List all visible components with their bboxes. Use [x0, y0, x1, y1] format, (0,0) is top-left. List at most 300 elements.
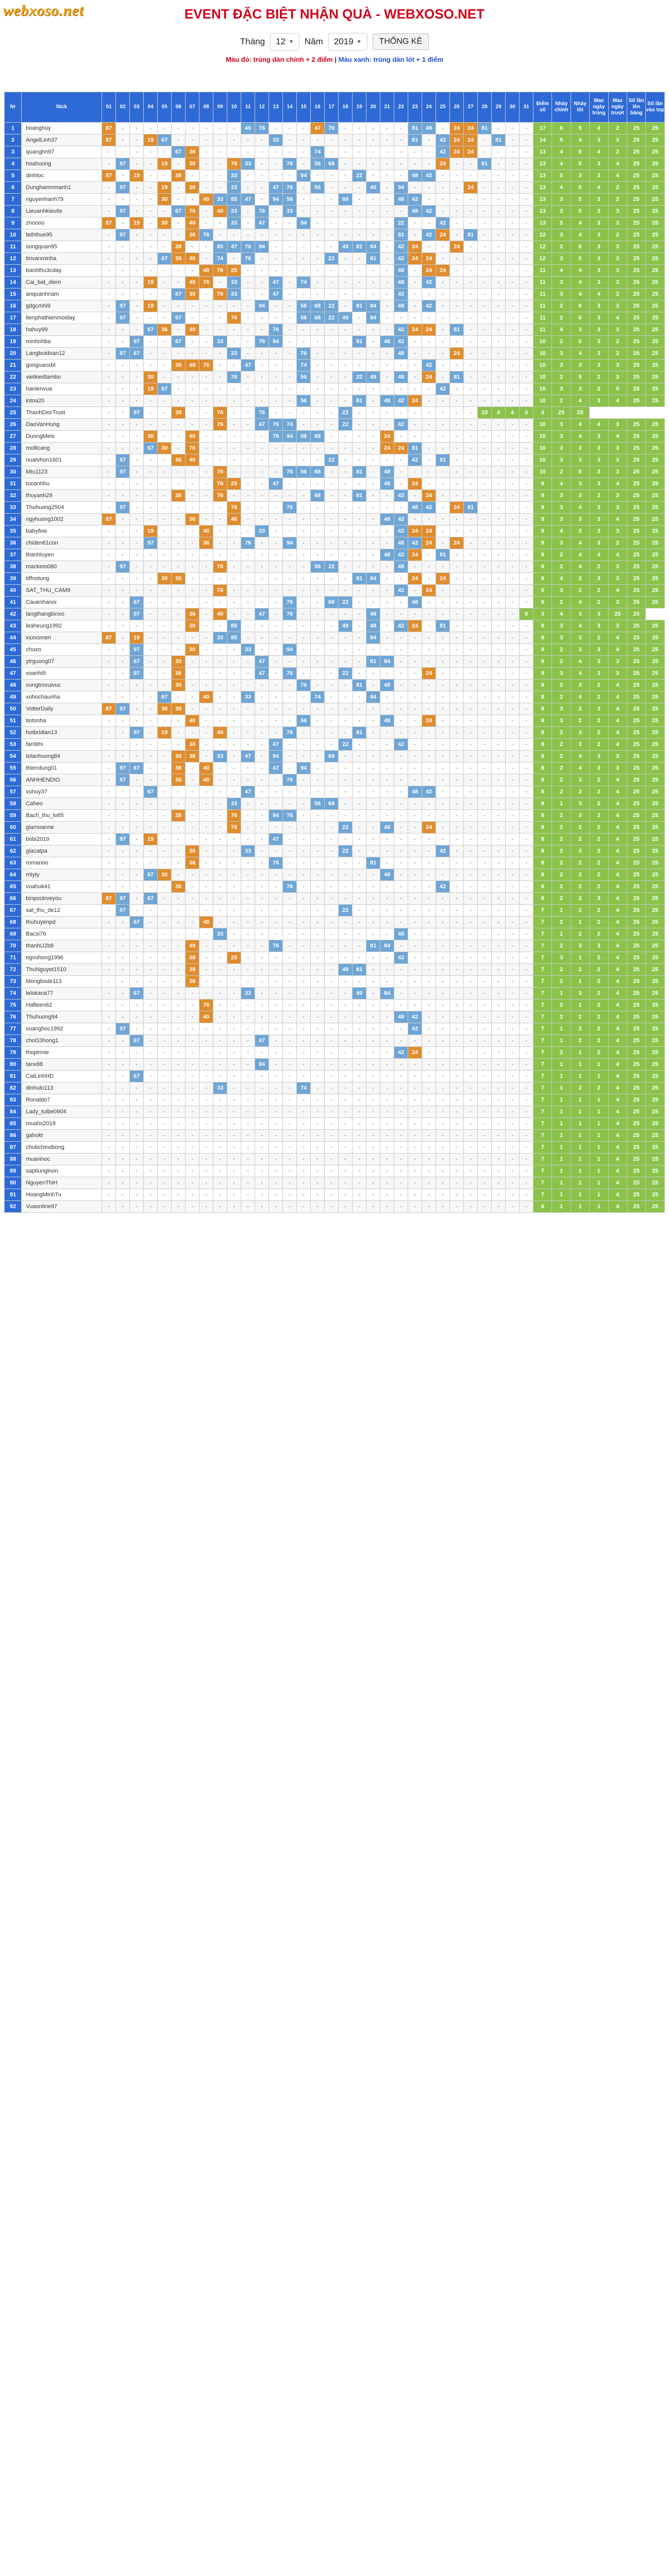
- day-cell: -: [506, 561, 520, 573]
- hit-cell: 67: [130, 1035, 144, 1047]
- nick-link[interactable]: banhthu3cday: [22, 265, 102, 277]
- nick-link[interactable]: hoahuong: [22, 158, 102, 170]
- day-cell: -: [241, 917, 255, 928]
- stat-cell: 8: [533, 810, 552, 822]
- nick-link[interactable]: thuyanh29: [22, 490, 102, 502]
- nick-link[interactable]: NguyenThiH: [22, 1177, 102, 1189]
- hit-cell: 40: [241, 123, 255, 134]
- stat-cell: 25: [646, 1011, 665, 1023]
- nick-link[interactable]: binpoutrveyou: [22, 893, 102, 905]
- day-cell: -: [520, 715, 533, 727]
- hit-cell: 76: [241, 537, 255, 549]
- day-cell: -: [283, 561, 297, 573]
- nick-link[interactable]: vuhuy37: [22, 786, 102, 798]
- day-cell: -: [366, 585, 380, 597]
- day-cell: -: [255, 1118, 269, 1130]
- day-cell: -: [339, 1059, 353, 1071]
- day-cell: -: [227, 443, 241, 454]
- site-logo[interactable]: webxoso.net: [3, 2, 84, 19]
- day-cell: -: [436, 312, 450, 324]
- nick-link[interactable]: Cauenhanoi: [22, 597, 102, 608]
- day-cell: -: [227, 751, 241, 762]
- day-cell: -: [283, 632, 297, 644]
- nick-link[interactable]: vuahuk41: [22, 881, 102, 893]
- day-cell: -: [102, 869, 116, 881]
- hit-cell: 56: [311, 158, 325, 170]
- day-cell: -: [311, 549, 325, 561]
- day-cell: -: [506, 727, 520, 739]
- nick-link[interactable]: gonguanxbt: [22, 360, 102, 371]
- day-cell: -: [172, 1177, 186, 1189]
- hit-cell: 33: [213, 751, 227, 762]
- day-cell: -: [492, 881, 506, 893]
- nick-link[interactable]: lelokana77: [22, 988, 102, 999]
- day-cell: -: [269, 1106, 283, 1118]
- day-cell: -: [353, 1106, 366, 1118]
- stat-cell: 4: [571, 395, 589, 407]
- nick-link[interactable]: macketo060: [22, 561, 102, 573]
- nick-link[interactable]: Hafteen62: [22, 999, 102, 1011]
- day-cell: -: [492, 703, 506, 715]
- day-cell: -: [325, 360, 339, 371]
- nick-link[interactable]: gdgcmhi9: [22, 300, 102, 312]
- hit-cell: 40: [186, 277, 199, 289]
- stat-cell: 2: [590, 1082, 608, 1094]
- nick-link[interactable]: xoanhi9: [22, 668, 102, 680]
- row-number: 69: [5, 928, 22, 940]
- table-row: [5, 774, 665, 786]
- hit-cell: 97: [144, 537, 158, 549]
- stat-cell: 8: [533, 703, 552, 715]
- nick-link[interactable]: saptiunglnon: [22, 1165, 102, 1177]
- nick-link[interactable]: thanhU2b8: [22, 940, 102, 952]
- day-cell: -: [199, 727, 213, 739]
- day-cell: -: [422, 478, 436, 490]
- stat-cell: 4: [608, 917, 627, 928]
- stat-cell: 5: [571, 123, 589, 134]
- day-cell: -: [255, 134, 269, 146]
- nick-link[interactable]: Dunghamnmanh1: [22, 182, 102, 194]
- nick-link[interactable]: hotbridian13: [22, 727, 102, 739]
- nick-link[interactable]: xohochaunha: [22, 691, 102, 703]
- day-cell: -: [464, 194, 478, 206]
- day-cell: -: [325, 881, 339, 893]
- nick-link[interactable]: Vuaonline97: [22, 1201, 102, 1213]
- stat-cell: 2: [571, 573, 589, 585]
- day-cell: -: [172, 834, 186, 845]
- day-cell: -: [186, 691, 199, 703]
- nick-link[interactable]: thanhtuyen: [22, 549, 102, 561]
- day-cell: -: [241, 739, 255, 751]
- nick-link[interactable]: Bacsi76: [22, 928, 102, 940]
- nick-link[interactable]: chiden61con: [22, 537, 102, 549]
- nick-link[interactable]: nguyenhanh79: [22, 194, 102, 206]
- nick-link[interactable]: giacatpa: [22, 845, 102, 857]
- day-cell: -: [116, 514, 130, 526]
- nick-link[interactable]: tienphathienmoiday: [22, 312, 102, 324]
- day-cell: -: [366, 1201, 380, 1213]
- day-cell: -: [311, 822, 325, 834]
- nick-link[interactable]: chubchinobong: [22, 1142, 102, 1154]
- table-row: [5, 881, 665, 893]
- day-cell: -: [283, 798, 297, 810]
- year-label: Năm: [304, 37, 323, 46]
- day-cell: -: [339, 680, 353, 691]
- stat-cell: 3: [552, 454, 571, 466]
- nick-link[interactable]: chol10hong1: [22, 1035, 102, 1047]
- day-cell: -: [464, 478, 478, 490]
- header-day: 30: [506, 92, 520, 123]
- nick-link[interactable]: tiffnotung: [22, 573, 102, 585]
- day-cell: -: [116, 999, 130, 1011]
- day-cell: -: [311, 348, 325, 360]
- nick-link[interactable]: dinhloc: [22, 170, 102, 182]
- nick-link[interactable]: mollicang: [22, 443, 102, 454]
- hit-cell: 76: [269, 857, 283, 869]
- nick-link[interactable]: hahuy99: [22, 324, 102, 336]
- hit-cell: 42: [394, 241, 408, 253]
- day-cell: -: [353, 514, 366, 526]
- day-cell: -: [520, 727, 533, 739]
- stat-cell: 25: [646, 739, 665, 751]
- stat-cell: 4: [608, 964, 627, 976]
- hit-cell: 48: [408, 206, 422, 217]
- nick-link[interactable]: znoooo: [22, 217, 102, 229]
- hit-cell: 42: [422, 300, 436, 312]
- nick-link[interactable]: ANHHENDIO: [22, 774, 102, 786]
- nick-link[interactable]: nuatvhon1601: [22, 454, 102, 466]
- stat-cell: 3: [552, 360, 571, 371]
- day-cell: -: [255, 1130, 269, 1142]
- nick-link[interactable]: tiotonha: [22, 715, 102, 727]
- nick-link[interactable]: mtyty: [22, 869, 102, 881]
- day-cell: -: [144, 1071, 158, 1082]
- hit-cell: 42: [422, 786, 436, 798]
- nick-link[interactable]: thiendung01: [22, 762, 102, 774]
- day-cell: -: [353, 739, 366, 751]
- day-cell: -: [408, 265, 422, 277]
- stat-cell: 4: [608, 158, 627, 170]
- stat-cell: 25: [627, 893, 645, 905]
- day-cell: -: [325, 585, 339, 597]
- day-cell: -: [492, 739, 506, 751]
- row-number: 71: [5, 952, 22, 964]
- day-cell: -: [158, 526, 172, 537]
- day-cell: -: [506, 751, 520, 762]
- stat-cell: 3: [552, 277, 571, 289]
- nick-link[interactable]: quanghn97: [22, 146, 102, 158]
- day-cell: -: [227, 703, 241, 715]
- day-cell: -: [353, 407, 366, 419]
- nick-link[interactable]: xxxxsmen: [22, 632, 102, 644]
- day-cell: -: [102, 371, 116, 383]
- day-cell: -: [506, 300, 520, 312]
- day-cell: -: [478, 383, 492, 395]
- nick-link[interactable]: ThuNguyet1510: [22, 964, 102, 976]
- day-cell: -: [492, 786, 506, 798]
- day-cell: -: [283, 857, 297, 869]
- day-cell: -: [269, 217, 283, 229]
- stat-cell: 25: [627, 703, 645, 715]
- hit-cell: 47: [269, 739, 283, 751]
- nick-link[interactable]: vungtrovuivuc: [22, 680, 102, 691]
- day-cell: -: [464, 324, 478, 336]
- nick-link[interactable]: AngelLinh37: [22, 134, 102, 146]
- nick-link[interactable]: Lieuanhkieu9x: [22, 206, 102, 217]
- table-row: [5, 597, 665, 608]
- day-cell: -: [506, 1011, 520, 1023]
- nick-link[interactable]: Thuhuong94: [22, 1011, 102, 1023]
- stat-cell: 25: [646, 502, 665, 514]
- nick-link[interactable]: leaheung1992: [22, 620, 102, 632]
- day-cell: -: [339, 691, 353, 703]
- nick-link[interactable]: fan9thi: [22, 739, 102, 751]
- nick-link[interactable]: lotoa20: [22, 395, 102, 407]
- stat-cell: 25: [646, 680, 665, 691]
- month-select[interactable]: [270, 33, 299, 50]
- nick-link[interactable]: ngyhuong1002: [22, 514, 102, 526]
- day-cell: -: [199, 834, 213, 845]
- day-cell: -: [186, 170, 199, 182]
- nick-link[interactable]: langthangbinxo: [22, 608, 102, 620]
- nick-link[interactable]: thopinnie: [22, 1047, 102, 1059]
- hit-cell: 81: [366, 857, 380, 869]
- stat-cell: 1: [552, 1023, 571, 1035]
- nick-link[interactable]: ytrguong07: [22, 656, 102, 668]
- nick-link[interactable]: bobi2019: [22, 834, 102, 845]
- hit-cell: 94: [283, 644, 297, 656]
- day-cell: -: [311, 668, 325, 680]
- hit-cell: 67: [130, 656, 144, 668]
- day-cell: -: [478, 265, 492, 277]
- nick-link[interactable]: babyfow: [22, 526, 102, 537]
- day-cell: -: [283, 289, 297, 300]
- day-cell: -: [380, 253, 394, 265]
- day-cell: -: [269, 573, 283, 585]
- stat-cell: 25: [627, 1047, 645, 1059]
- day-cell: -: [172, 383, 186, 395]
- day-cell: -: [269, 1177, 283, 1189]
- day-cell: -: [199, 869, 213, 881]
- day-cell: -: [394, 940, 408, 952]
- day-cell: -: [144, 1035, 158, 1047]
- table-row: [5, 123, 665, 134]
- day-cell: -: [339, 371, 353, 383]
- hit-cell: 47: [255, 656, 269, 668]
- day-cell: -: [492, 1094, 506, 1106]
- day-cell: -: [408, 289, 422, 300]
- nick-link[interactable]: ThanhDiorTrust: [22, 407, 102, 419]
- stat-cell: 8: [533, 798, 552, 810]
- nick-link[interactable]: Mtu1123: [22, 466, 102, 478]
- day-cell: -: [172, 893, 186, 905]
- stat-cell: 11: [533, 324, 552, 336]
- stat-cell: 3: [590, 656, 608, 668]
- day-cell: -: [269, 158, 283, 170]
- stat-cell: 25: [646, 656, 665, 668]
- nick-link[interactable]: Lady_tulbe0904: [22, 1106, 102, 1118]
- day-cell: -: [436, 857, 450, 869]
- day-cell: -: [130, 431, 144, 443]
- day-cell: -: [506, 668, 520, 680]
- nick-link[interactable]: giamoanne: [22, 822, 102, 834]
- nick-link[interactable]: hanienvua: [22, 383, 102, 395]
- nick-link[interactable]: gahokt: [22, 1130, 102, 1142]
- nick-link[interactable]: DaoVanHung: [22, 419, 102, 431]
- hit-cell: 48: [380, 869, 394, 881]
- day-cell: -: [506, 514, 520, 526]
- nick-link[interactable]: muahs2019: [22, 1118, 102, 1130]
- nick-link[interactable]: hoanghuy: [22, 123, 102, 134]
- stat-cell: 3: [590, 348, 608, 360]
- nick-link[interactable]: vietkiedtambo: [22, 371, 102, 383]
- nick-link[interactable]: Caheo: [22, 798, 102, 810]
- day-cell: -: [144, 952, 158, 964]
- nick-link[interactable]: anquanhnam: [22, 289, 102, 300]
- stat-cell: 3: [571, 454, 589, 466]
- row-number: 77: [5, 1023, 22, 1035]
- nick-link[interactable]: thuhuyenpd: [22, 917, 102, 928]
- day-cell: -: [380, 1189, 394, 1201]
- day-cell: -: [492, 229, 506, 241]
- nick-link[interactable]: CatLinhHD: [22, 1071, 102, 1082]
- day-cell: -: [478, 585, 492, 597]
- day-cell: -: [380, 857, 394, 869]
- day-cell: -: [116, 1094, 130, 1106]
- hit-cell: 47: [255, 217, 269, 229]
- hit-cell: 74: [297, 1082, 311, 1094]
- day-cell: -: [422, 656, 436, 668]
- day-cell: -: [436, 691, 450, 703]
- day-cell: -: [241, 395, 255, 407]
- day-cell: -: [283, 845, 297, 857]
- nick-link[interactable]: dinhulo113: [22, 1082, 102, 1094]
- nick-link[interactable]: Langbuidoan12: [22, 348, 102, 360]
- day-cell: -: [450, 182, 464, 194]
- nick-link[interactable]: Mongbode113: [22, 976, 102, 988]
- statistics-button[interactable]: THỐNG KÊ: [373, 33, 429, 50]
- nick-link[interactable]: HoangMinhTu: [22, 1189, 102, 1201]
- day-cell: -: [297, 158, 311, 170]
- nick-link[interactable]: DuongMeis: [22, 431, 102, 443]
- nick-link[interactable]: Cai_bat_diem: [22, 277, 102, 289]
- nick-link[interactable]: tolanhuong84: [22, 751, 102, 762]
- hit-cell: 81: [353, 336, 366, 348]
- hit-cell: 47: [255, 608, 269, 620]
- stat-cell: 2: [590, 976, 608, 988]
- day-cell: -: [227, 1094, 241, 1106]
- nick-link[interactable]: vuanghoc1992: [22, 1023, 102, 1035]
- day-cell: -: [436, 727, 450, 739]
- day-cell: -: [464, 312, 478, 324]
- day-cell: -: [520, 206, 533, 217]
- nick-link[interactable]: chuxo: [22, 644, 102, 656]
- day-cell: -: [255, 348, 269, 360]
- stat-cell: 3: [608, 360, 627, 371]
- day-cell: -: [325, 786, 339, 798]
- day-cell: -: [227, 407, 241, 419]
- day-cell: -: [241, 217, 255, 229]
- nick-link[interactable]: VotterDaily: [22, 703, 102, 715]
- hit-cell: 30: [158, 443, 172, 454]
- day-cell: -: [130, 443, 144, 454]
- day-cell: -: [283, 300, 297, 312]
- day-cell: -: [144, 241, 158, 253]
- day-cell: -: [297, 632, 311, 644]
- nick-link[interactable]: tanx88: [22, 1059, 102, 1071]
- hit-cell: 81: [366, 253, 380, 265]
- nick-link[interactable]: minhnhba: [22, 336, 102, 348]
- stat-cell: 1: [571, 1189, 589, 1201]
- nick-link[interactable]: Bach_thu_lo85: [22, 810, 102, 822]
- day-cell: -: [506, 680, 520, 691]
- day-cell: -: [506, 360, 520, 371]
- hit-cell: 76: [255, 206, 269, 217]
- day-cell: -: [506, 265, 520, 277]
- nick-link[interactable]: Ronaldo7: [22, 1094, 102, 1106]
- nick-link[interactable]: tuoanhhu: [22, 478, 102, 490]
- stat-cell: 3: [552, 514, 571, 526]
- day-cell: -: [130, 928, 144, 940]
- day-cell: -: [269, 561, 283, 573]
- day-cell: -: [520, 514, 533, 526]
- year-select[interactable]: [328, 33, 367, 50]
- stat-cell: 2: [608, 146, 627, 158]
- stat-cell: 1: [590, 1189, 608, 1201]
- table-row: [5, 158, 665, 170]
- day-cell: -: [227, 881, 241, 893]
- day-cell: -: [199, 845, 213, 857]
- day-cell: -: [492, 952, 506, 964]
- day-cell: -: [394, 810, 408, 822]
- stat-cell: 25: [646, 395, 665, 407]
- nick-link[interactable]: muavinoc: [22, 1154, 102, 1165]
- day-cell: -: [241, 964, 255, 976]
- nick-link[interactable]: Thuhuong2504: [22, 502, 102, 514]
- nick-link[interactable]: tinvanminha: [22, 253, 102, 265]
- day-cell: -: [353, 419, 366, 431]
- stat-cell: 2: [590, 845, 608, 857]
- hit-cell: 76: [297, 680, 311, 691]
- day-cell: -: [255, 715, 269, 727]
- nick-link[interactable]: romanoo: [22, 857, 102, 869]
- stat-cell: 25: [646, 774, 665, 786]
- day-cell: -: [380, 206, 394, 217]
- day-cell: -: [130, 395, 144, 407]
- day-cell: -: [172, 395, 186, 407]
- hit-cell: 97: [130, 608, 144, 620]
- day-cell: -: [492, 1154, 506, 1165]
- day-cell: -: [366, 348, 380, 360]
- day-cell: -: [520, 644, 533, 656]
- table-row: [5, 134, 665, 146]
- stat-cell: 5: [571, 194, 589, 206]
- stat-cell: 3: [552, 289, 571, 300]
- day-cell: -: [492, 940, 506, 952]
- nick-link[interactable]: sat_thu_de12: [22, 905, 102, 917]
- day-cell: -: [199, 1023, 213, 1035]
- nick-link[interactable]: SAT_THU_CAM9: [22, 585, 102, 597]
- day-cell: -: [408, 431, 422, 443]
- nick-link[interactable]: ngvuhong1996: [22, 952, 102, 964]
- row-number: 45: [5, 644, 22, 656]
- day-cell: -: [144, 1130, 158, 1142]
- hit-cell: 97: [116, 561, 130, 573]
- stat-cell: 25: [627, 217, 645, 229]
- nick-link[interactable]: songquan95: [22, 241, 102, 253]
- stat-cell: 25: [627, 620, 645, 632]
- nick-link[interactable]: tethihue95: [22, 229, 102, 241]
